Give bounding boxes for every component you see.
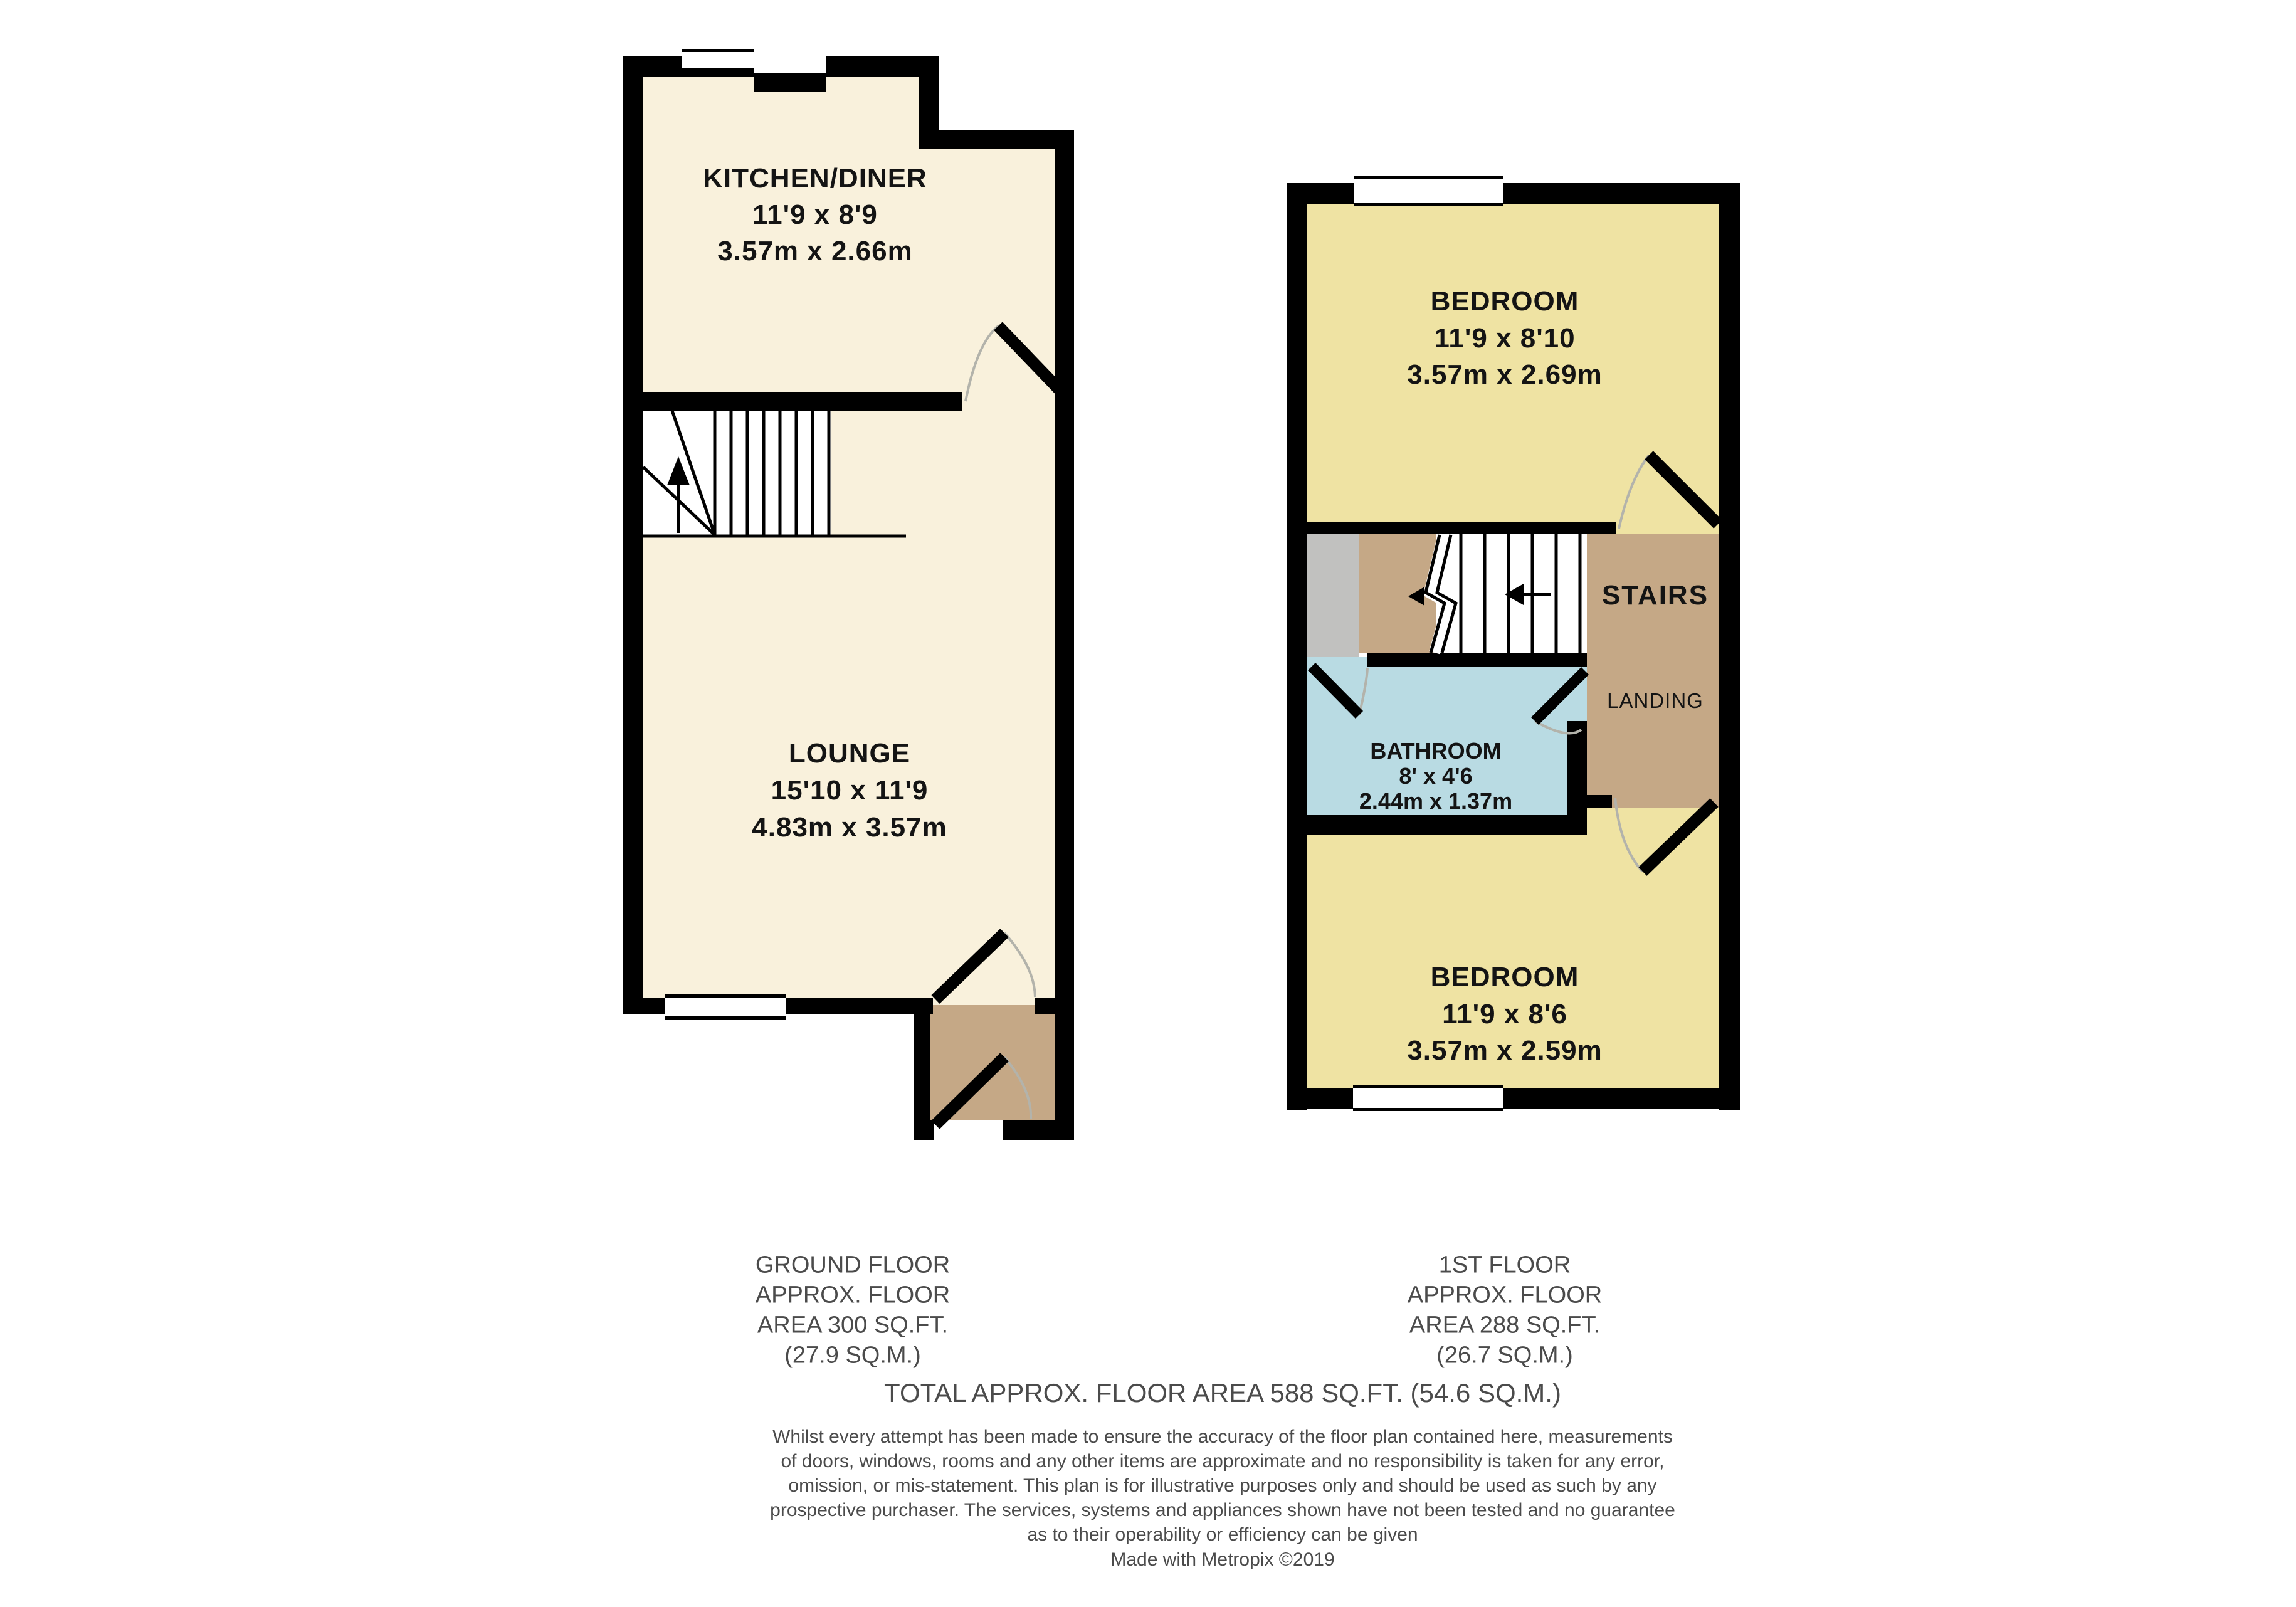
wall	[919, 130, 1074, 149]
total-area-line: TOTAL APPROX. FLOOR AREA 588 SQ.FT. (54.6 SQ.M.)	[884, 1378, 1561, 1408]
disclaimer-line: omission, or mis-statement. This plan is for illustrative purposes only and should be used as such by any	[788, 1475, 1657, 1496]
bedroom-front-size-metric: 3.57m x 2.69m	[1407, 359, 1603, 390]
kitchen-diner-label: KITCHEN/DINER	[703, 163, 927, 194]
bathroom-label: BATHROOM	[1370, 738, 1502, 764]
wall	[1003, 1120, 1074, 1140]
wall	[914, 1120, 934, 1140]
ground-stairs-area	[643, 411, 831, 536]
wall	[623, 392, 962, 411]
lounge-size-imperial: 15'10 x 11'9	[771, 775, 929, 806]
wall	[754, 73, 826, 92]
disclaimer-line: of doors, windows, rooms and any other items are approximate and no responsibility is taken for any error,	[781, 1451, 1665, 1472]
facade-notch	[754, 36, 826, 73]
disclaimer-line: as to their operability or efficiency can be given	[1027, 1524, 1418, 1545]
bedroom-back-size-imperial: 11'9 x 8'6	[1442, 999, 1567, 1030]
cupboard-area	[1307, 534, 1359, 657]
first-floor-summary-line: APPROX. FLOOR	[1407, 1282, 1603, 1309]
ground-floor-summary-line: (27.9 SQ.M.)	[784, 1342, 921, 1369]
kitchen-door-gap	[962, 392, 1055, 411]
wall	[1287, 815, 1587, 835]
ground-floor-summary-line: APPROX. FLOOR	[755, 1282, 951, 1309]
bedroom-front-door-gap	[1616, 522, 1719, 534]
wall	[1719, 183, 1740, 1110]
first-floor-summary-line: AREA 288 SQ.FT.	[1409, 1312, 1601, 1339]
bathroom-size-metric: 2.44m x 1.37m	[1359, 788, 1513, 814]
kitchen-diner-size-imperial: 11'9 x 8'9	[752, 199, 878, 230]
wall	[1035, 998, 1055, 1014]
bedroom-front-label: BEDROOM	[1430, 286, 1579, 317]
porch-area	[930, 1005, 1055, 1120]
wall	[1307, 522, 1616, 534]
lounge-door-gap	[933, 998, 1035, 1005]
bathroom-door-gap	[1567, 667, 1587, 721]
window	[1353, 1085, 1503, 1111]
first-stairs-area	[1436, 534, 1587, 653]
bedroom-back-room	[1587, 808, 1719, 837]
wall	[623, 56, 643, 1014]
landing-label: LANDING	[1607, 689, 1704, 712]
wall	[1287, 183, 1307, 1110]
bedroom-back-size-metric: 3.57m x 2.59m	[1407, 1035, 1603, 1066]
bedroom-back-label: BEDROOM	[1430, 962, 1579, 993]
lounge-size-metric: 4.83m x 3.57m	[752, 812, 947, 843]
kitchen-diner-room	[643, 74, 919, 394]
window	[682, 49, 754, 71]
window	[665, 994, 786, 1020]
wall	[1367, 653, 1587, 667]
bedroom-front-size-imperial: 11'9 x 8'10	[1434, 323, 1576, 354]
bathroom-size-imperial: 8' x 4'6	[1399, 763, 1473, 789]
first-floor-summary-line: (26.7 SQ.M.)	[1436, 1342, 1573, 1369]
landing-area	[1587, 534, 1719, 808]
lounge-label: LOUNGE	[788, 738, 911, 769]
stairs-label: STAIRS	[1601, 580, 1709, 611]
kitchen-diner-size-metric: 3.57m x 2.66m	[717, 236, 913, 266]
first-floor-summary-line: 1ST FLOOR	[1438, 1251, 1571, 1278]
window	[1354, 176, 1503, 206]
ground-floor-summary-line: AREA 300 SQ.FT.	[757, 1312, 949, 1339]
wall	[1055, 130, 1074, 1140]
disclaimer-line: prospective purchaser. The services, systems and appliances shown have not been tested and no guarantee	[770, 1500, 1675, 1520]
disclaimer-line: Whilst every attempt has been made to ensure the accuracy of the floor plan contained here, measurements	[772, 1426, 1673, 1447]
kitchen-diner-room	[919, 149, 1055, 394]
credit-line: Made with Metropix ©2019	[1110, 1549, 1335, 1570]
wall	[1587, 795, 1612, 808]
stairs-winder-area	[1359, 534, 1436, 653]
ground-floor-summary-line: GROUND FLOOR	[755, 1251, 951, 1278]
